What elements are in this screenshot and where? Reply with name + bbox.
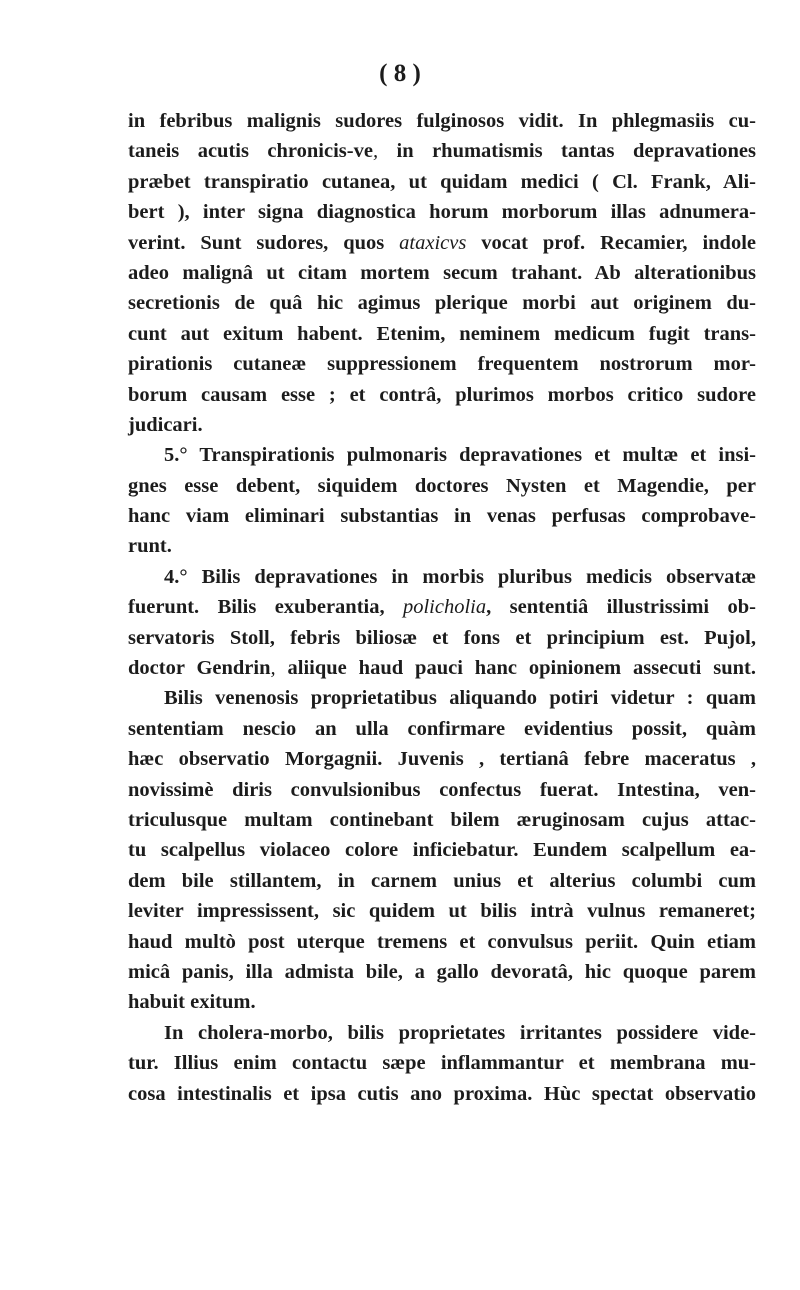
- text-line: secretionis de quâ hic agimus plerique morbi aut originem du-: [128, 292, 756, 315]
- text-line: tu scalpellus violaceo colore inficiebatur. Eundem scalpellum ea-: [128, 839, 756, 862]
- page-number: ( 8 ): [379, 60, 421, 87]
- text-line: adeo malignâ ut citam mortem secum trahant. Ab alterationibus: [128, 261, 756, 284]
- text-line: novissimè diris convulsionibus confectus fuerat. Intestina, ven-: [128, 778, 756, 801]
- text-line: habuit exitum.: [128, 991, 256, 1014]
- text-line: hanc viam eliminari substantias in venas perfusas comprobave-: [128, 505, 756, 528]
- text-line: verint. Sunt sudores, quos ataxicvs vocat prof. Recamier, indole: [128, 231, 756, 254]
- text-line: cosa intestinalis et ipsa cutis ano proxima. Hùc spectat observatio: [128, 1082, 756, 1105]
- text-line: fuerunt. Bilis exuberantia, policholia, sententiâ illustrissimi ob-: [128, 596, 756, 619]
- text-line: sententiam nescio an ulla confirmare evidentius possit, quàm: [128, 717, 756, 740]
- text-line: præbet transpiratio cutanea, ut quidam medici ( Cl. Frank, Ali-: [128, 170, 756, 193]
- text-line: tur. Illius enim contactu sæpe inflammantur et membrana mu-: [128, 1052, 756, 1075]
- text-line: triculusque multam continebant bilem æruginosam cujus attac-: [128, 808, 756, 831]
- text-line: Bilis venenosis proprietatibus aliquando potiri videtur : quam: [164, 687, 756, 710]
- text-line: 5.° Transpirationis pulmonaris depravationes et multæ et insi-: [164, 444, 756, 467]
- text-line: dem bile stillantem, in carnem unius et alterius columbi cum: [128, 869, 756, 892]
- text-line: pirationis cutaneæ suppressionem frequentem nostrorum mor-: [128, 353, 756, 376]
- text-line: 4.° Bilis depravationes in morbis pluribus medicis observatæ: [164, 565, 756, 588]
- text-line: doctor Gendrin, aliique haud pauci hanc opinionem assecuti sunt.: [128, 657, 756, 680]
- text-line: bert ), inter signa diagnostica horum morborum illas adnumera-: [128, 201, 756, 224]
- text-line: servatoris Stoll, febris biliosæ et fons et principium est. Pujol,: [128, 626, 756, 649]
- text-line: in febribus malignis sudores fulginosos vidit. In phlegmasiis cu-: [128, 110, 756, 132]
- body-text: [128, 106, 756, 1109]
- text-line: In cholera-morbo, bilis proprietates irritantes possidere vide-: [164, 1021, 756, 1044]
- text-line: micâ panis, illa admista bile, a gallo devoratâ, hic quoque parem: [128, 960, 756, 983]
- text-line: cunt aut exitum habent. Etenim, neminem medicum fugit trans-: [128, 322, 756, 345]
- text-line: taneis acutis chronicis-ve, in rhumatismis tantas depravationes: [128, 140, 756, 163]
- text-line: haud multò post uterque tremens et convulsus periit. Quin etiam: [128, 930, 756, 953]
- text-line: hæc observatio Morgagnii. Juvenis , tertianâ febre maceratus ,: [128, 748, 756, 771]
- text-line: runt.: [128, 535, 172, 558]
- text-line: leviter impressissent, sic quidem ut bilis intrà vulnus remaneret;: [128, 900, 756, 923]
- text-line: gnes esse debent, siquidem doctores Nysten et Magendie, per: [128, 474, 756, 497]
- text-line: judicari.: [128, 413, 203, 436]
- text-line: borum causam esse ; et contrâ, plurimos morbos critico sudore: [128, 383, 756, 406]
